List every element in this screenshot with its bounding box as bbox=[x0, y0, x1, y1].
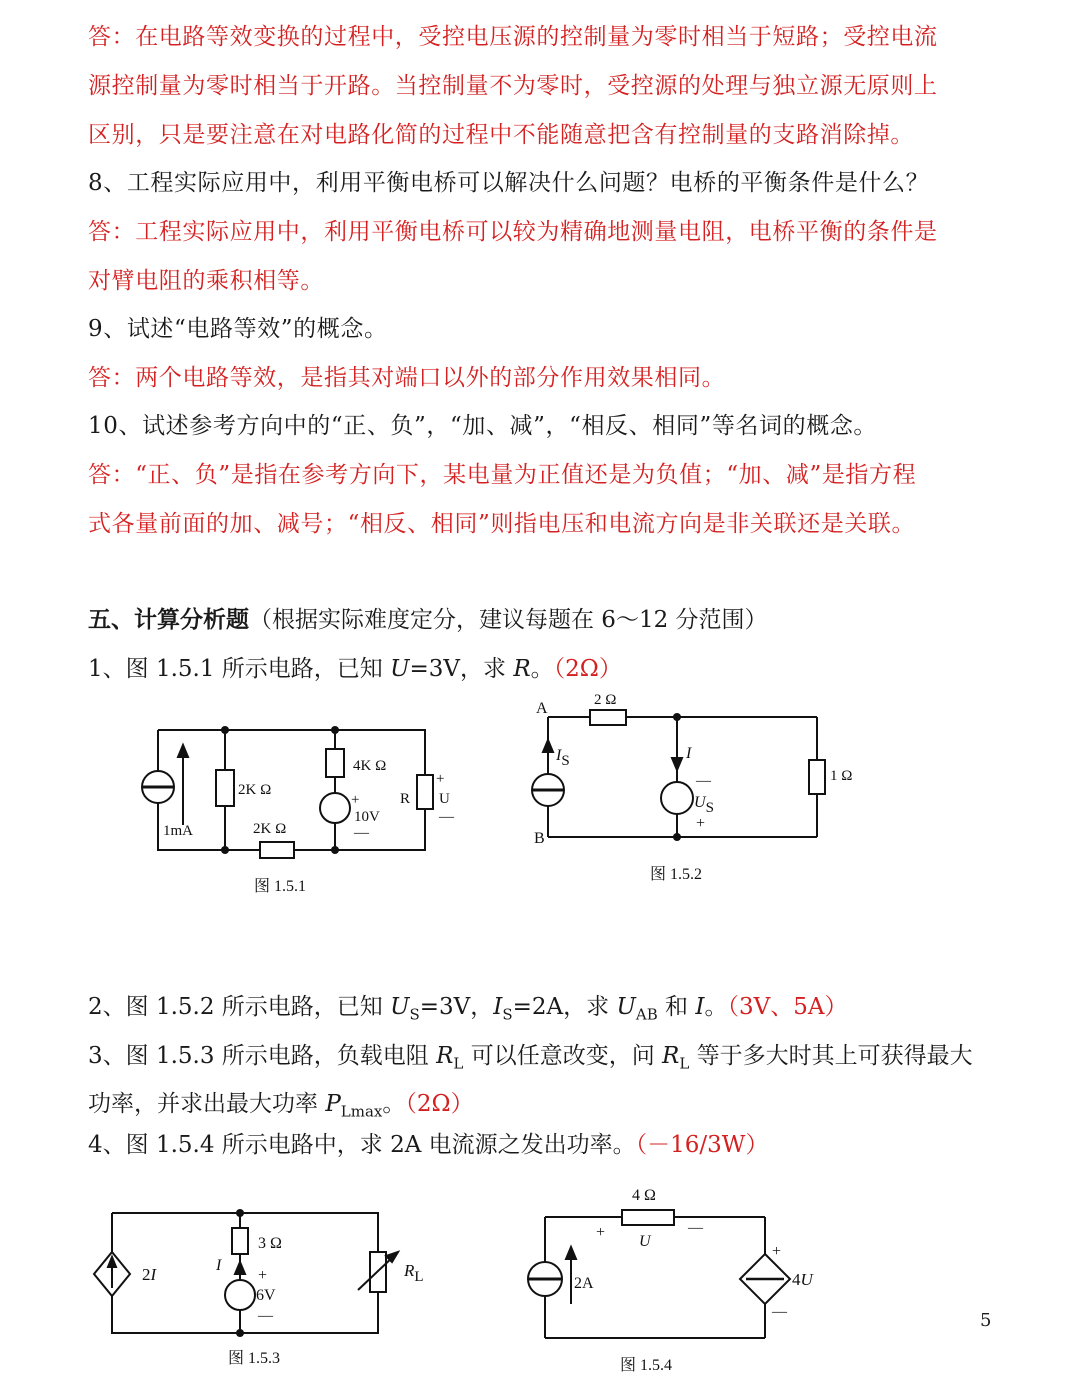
question-8: 8、工程实际应用中，利用平衡电桥可以解决什么问题？电桥的平衡条件是什么？ bbox=[88, 170, 930, 196]
problem-4 bbox=[88, 1130, 768, 1160]
question-9: 9、试述“电路等效”的概念。 bbox=[88, 316, 388, 342]
f152-node-b: B bbox=[534, 830, 545, 847]
f151-minus: — bbox=[354, 825, 369, 841]
p3-sub-1: L bbox=[453, 1054, 464, 1073]
p3-text-a: 3、图 1.5.3 所示电路，负载电阻 bbox=[88, 1043, 437, 1069]
p2-var-u2: U bbox=[616, 994, 636, 1020]
p3-text-d: 功率，并求出最大功率 bbox=[88, 1091, 326, 1117]
section-note: （根据实际难度定分，建议每题在 6～12 分范围） bbox=[249, 607, 768, 633]
answer-7-line-1: 答：在电路等效变换的过程中，受控电压源的控制量为零时相当于短路；受控电流 bbox=[88, 24, 938, 50]
answer-9: 答：两个电路等效，是指其对端口以外的部分作用效果相同。 bbox=[88, 365, 726, 391]
problem-3-line-2 bbox=[88, 1089, 474, 1127]
f153-dep-label: 2I bbox=[142, 1265, 157, 1284]
answer-10-line-1: 答：“正、负”是指在参考方向下，某电量为正值还是为负值；“加、减”是指方程 bbox=[88, 462, 917, 488]
p1-var-r: R bbox=[513, 656, 531, 682]
problem-3-line-1 bbox=[88, 1041, 973, 1079]
f153-minus: — bbox=[258, 1308, 273, 1324]
f152-us-label: US bbox=[694, 794, 714, 816]
p3-var-p: P bbox=[325, 1091, 341, 1117]
f152-node-a: A bbox=[536, 700, 548, 717]
p2-sub-3: AB bbox=[635, 1005, 658, 1024]
f153-v-label: 6V bbox=[256, 1287, 276, 1304]
p2-text-e: 。 bbox=[704, 994, 728, 1020]
answer-7-line-2: 源控制量为零时相当于开路。当控制量不为零时，受控源的处理与独立源无原则上 bbox=[88, 73, 938, 99]
question-10: 10、试述参考方向中的“正、负”，“加、减”，“相反、相同”等名词的概念。 bbox=[88, 413, 878, 439]
section-title: 五、计算分析题 bbox=[88, 606, 249, 633]
f151-source-i-label: 1mA bbox=[163, 823, 193, 839]
p2-text-b: =3V， bbox=[419, 994, 494, 1020]
answer-7-line-3: 区别，只是要注意在对电路化简的过程中不能随意把含有控制量的支路消除掉。 bbox=[88, 122, 914, 148]
f151-r3-label: 2K Ω bbox=[253, 821, 287, 837]
figure-1-5-1 bbox=[130, 715, 470, 900]
f154-dep-plus: + bbox=[772, 1243, 782, 1260]
p1-var-u: U bbox=[390, 656, 410, 682]
p1-text-b: =3V，求 bbox=[409, 656, 514, 682]
f152-r-top-label: 2 Ω bbox=[594, 692, 617, 708]
f152-is-label: IS bbox=[556, 747, 570, 769]
f151-caption: 图 1.5.1 bbox=[254, 878, 307, 895]
f151-source-v-label: 10V bbox=[354, 809, 380, 825]
f151-r-label: R bbox=[400, 791, 411, 807]
p2-sub-2: S bbox=[502, 1005, 513, 1024]
f154-dep-minus: — bbox=[772, 1304, 787, 1320]
section-heading bbox=[88, 605, 768, 635]
p2-text-d: 和 bbox=[657, 994, 696, 1020]
f151-u-label: U bbox=[439, 791, 450, 807]
p3-answer: （2Ω） bbox=[405, 1091, 474, 1117]
page-number: 5 bbox=[980, 1310, 992, 1331]
answer-10-line-2: 式各量前面的加、减号；“相反、相同”则指电压和电流方向是非关联还是关联。 bbox=[88, 511, 916, 537]
f152-i-label: I bbox=[686, 745, 692, 762]
figure-1-5-2 bbox=[530, 690, 860, 890]
f154-u-minus: — bbox=[688, 1220, 703, 1236]
p2-var-i2: I bbox=[695, 994, 705, 1020]
p4-answer: （－16/3W） bbox=[635, 1132, 769, 1158]
p2-text-a: 2、图 1.5.2 所示电路，已知 bbox=[88, 994, 391, 1020]
p2-var-i: I bbox=[493, 994, 503, 1020]
p2-text-c: =2A，求 bbox=[512, 994, 617, 1020]
f154-dep-label: 4U bbox=[792, 1270, 813, 1289]
p3-text-c: 等于多大时其上可获得最大 bbox=[689, 1043, 973, 1069]
problem-2 bbox=[88, 992, 847, 1030]
p1-text-c: 。 bbox=[530, 656, 554, 682]
f153-i-label: I bbox=[216, 1257, 222, 1274]
f154-cs-label: 2A bbox=[574, 1275, 594, 1292]
p2-var-u: U bbox=[390, 994, 410, 1020]
p4-text-a: 4、图 1.5.4 所示电路中，求 2A 电流源之发出功率。 bbox=[88, 1132, 636, 1158]
p1-text-a: 1、图 1.5.1 所示电路，已知 bbox=[88, 656, 391, 682]
answer-8-line-1: 答：工程实际应用中，利用平衡电桥可以较为精确地测量电阻，电桥平衡的条件是 bbox=[88, 219, 938, 245]
p3-text-e: 。 bbox=[382, 1091, 406, 1117]
f154-caption: 图 1.5.4 bbox=[620, 1357, 673, 1374]
p2-answer: （3V、5A） bbox=[727, 994, 848, 1020]
answer-8-line-2: 对臂电阻的乘积相等。 bbox=[88, 268, 324, 294]
p3-sub-2: L bbox=[679, 1054, 690, 1073]
f154-r-label: 4 Ω bbox=[632, 1187, 656, 1204]
f152-plus: + bbox=[696, 815, 706, 832]
f151-u-plus: + bbox=[436, 771, 445, 787]
f153-r-label: 3 Ω bbox=[258, 1235, 282, 1252]
f152-caption: 图 1.5.2 bbox=[650, 866, 703, 883]
p3-var-r2: R bbox=[662, 1043, 680, 1069]
figure-1-5-4 bbox=[510, 1180, 840, 1380]
problem-1 bbox=[88, 654, 622, 684]
f151-r1-label: 2K Ω bbox=[238, 782, 272, 798]
f151-plus: + bbox=[351, 792, 360, 808]
f151-r2-label: 4K Ω bbox=[353, 758, 387, 774]
f151-u-minus: — bbox=[439, 809, 454, 825]
f154-u-plus: + bbox=[596, 1224, 606, 1241]
figure-1-5-3 bbox=[100, 1200, 440, 1380]
p1-answer: （2Ω） bbox=[553, 656, 622, 682]
f153-caption: 图 1.5.3 bbox=[228, 1350, 281, 1367]
f153-plus: + bbox=[258, 1267, 268, 1284]
p2-sub-1: S bbox=[409, 1005, 420, 1024]
p3-var-r: R bbox=[436, 1043, 454, 1069]
f153-rl-label: RL bbox=[404, 1261, 424, 1285]
f152-r-right-label: 1 Ω bbox=[830, 768, 853, 784]
f152-minus: — bbox=[696, 773, 711, 789]
f154-u-label: U bbox=[639, 1233, 651, 1250]
p3-sub-3: Lmax bbox=[340, 1102, 383, 1121]
p3-text-b: 可以任意改变，问 bbox=[463, 1043, 663, 1069]
